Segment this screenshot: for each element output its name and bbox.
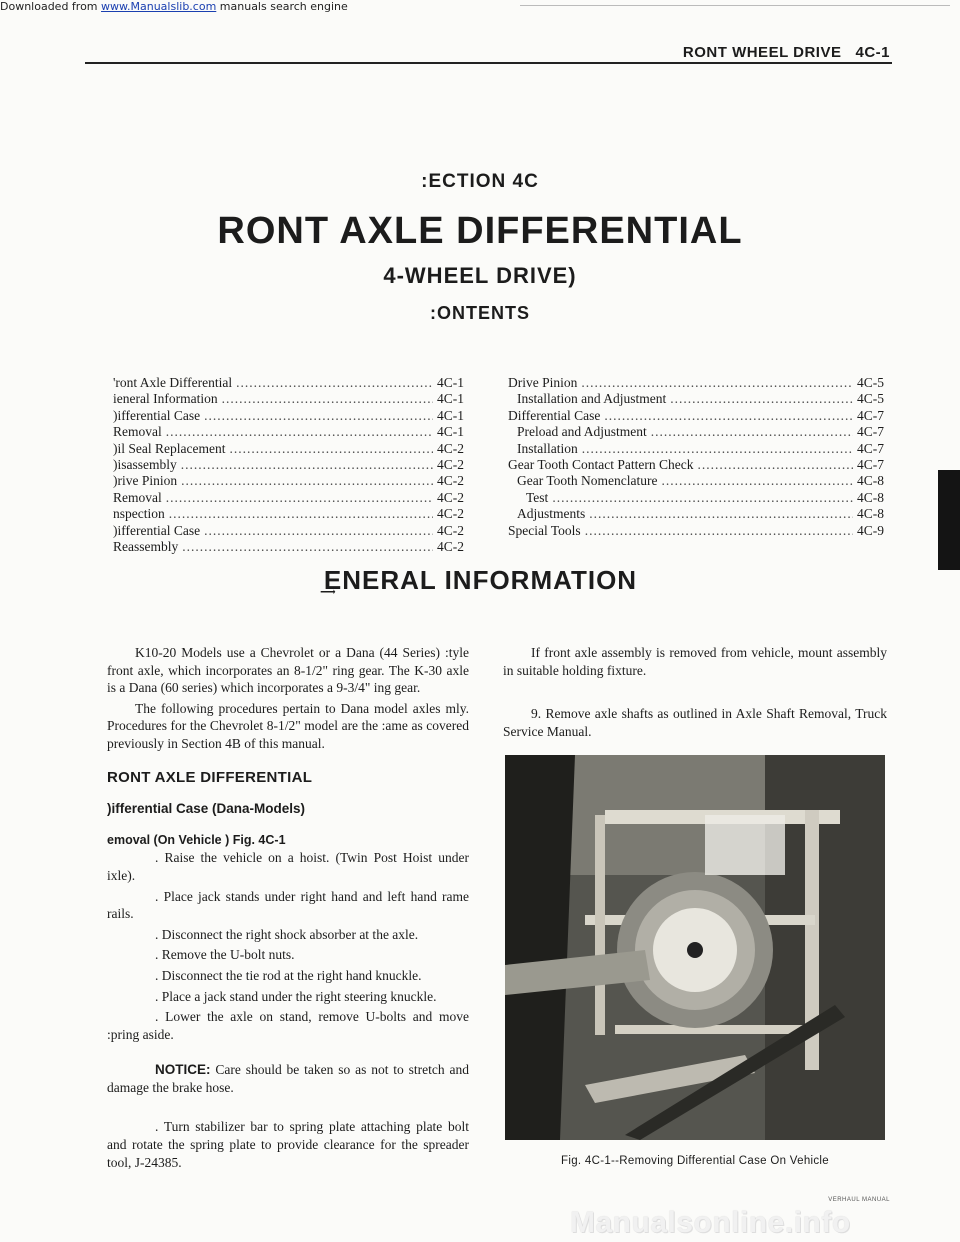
toc-entry-page: 4C-8 [857,473,884,489]
toc-entry-page: 4C-7 [857,407,884,423]
toc-entry-page: 4C-7 [857,457,884,473]
toc-entry-page: 4C-5 [857,375,884,390]
contents-heading: :ONTENTS [430,303,530,323]
toc-leader-dots [670,391,853,407]
right-paragraph-1: If front axle assembly is removed from vehicle, mount assembly in suitable holding fixture. [503,645,887,678]
toc-entry-label: )ifferential Case [113,407,201,423]
watermark-logo: Manualsonline.info [570,1206,851,1239]
download-prefix: Downloaded from [0,0,102,13]
subheading-removal: emoval (On Vehicle ) Fig. 4C-1 [107,832,286,847]
toc-leader-dots [698,457,853,473]
top-rule [520,5,950,6]
section-tab-marker [938,470,960,570]
toc-entry-page: 4C-8 [857,489,884,505]
header-rule [85,62,892,64]
toc-entry-label: Preload and Adjustment [517,424,647,440]
figure-photo [505,755,885,1140]
toc-entry-label: Adjustments [517,506,586,522]
toc-entry [508,375,889,391]
toc-entry-page: 4C-2 [437,539,464,555]
toc-entry-label: Removal [113,489,162,505]
toc-entry [508,457,889,473]
toc-entry-label: )ifferential Case [113,522,201,538]
step-7: . Lower the axle on stand, remove U-bolts and move :pring aside. [107,1009,469,1042]
footer-manual-label: VERHAUL MANUAL [828,1197,890,1203]
differential-case-photo-illustration [505,755,885,1140]
general-information-heading: ͢ENERAL INFORMATION [322,565,638,595]
toc-leader-dots [604,408,853,424]
toc-entry-label: nspection [113,506,165,522]
notice-text: Care should be taken so as not to stretch and damage the brake hose. [107,1062,469,1095]
download-suffix: manuals search engine [216,0,348,13]
toc-left [113,375,471,555]
toc-entry-label: Differential Case [508,407,601,423]
toc-entry [508,441,889,457]
toc-entry-label: Drive Pinion [508,375,578,390]
section-label: :ECTION 4C [421,171,539,192]
page-subtitle: 4-WHEEL DRIVE) [383,263,577,288]
toc-entry-page: 4C-2 [437,457,464,473]
toc-entry [508,391,889,407]
step-5: . Disconnect the tie rod at the right hand knuckle. [155,967,422,983]
running-header-title: RONT WHEEL DRIVE [682,44,842,61]
toc-entry [508,424,889,440]
step-6: . Place a jack stand under the right steering knuckle. [155,988,437,1004]
toc-leader-dots [182,539,433,555]
figure-caption: Fig. 4C-1--Removing Differential Case On Vehicle [561,1155,829,1167]
toc-entry-label: Gear Tooth Nomenclature [517,473,658,489]
step-3: . Disconnect the right shock absorber at the axle. [155,926,419,942]
toc-entry [113,424,471,440]
toc-entry-page: 4C-2 [437,440,464,456]
toc-leader-dots [204,523,433,539]
running-header [540,44,890,61]
toc-entry-label: Installation [517,440,578,456]
toc-entry-label: )rive Pinion [113,473,178,489]
step-1: . Raise the vehicle on a hoist. (Twin Post Hoist under ixle). [107,850,469,883]
toc-leader-dots [589,506,853,522]
step-2: . Place jack stands under right hand and left hand rame rails. [107,888,469,922]
toc-entry-page: 4C-8 [857,506,884,522]
toc-entry [113,490,471,506]
running-header-page: 4C-1 [855,44,890,61]
toc-entry-label: ieneral Information [113,391,218,407]
toc-entry [113,506,471,522]
toc-entry [508,408,889,424]
toc-entry-label: Special Tools [508,522,581,538]
step-4: . Remove the U-bolt nuts. [155,947,295,963]
toc-entry [113,539,471,555]
toc-leader-dots [204,408,433,424]
toc-entry-label: Reassembly [113,539,179,555]
toc-entry [113,391,471,407]
toc-entry [113,523,471,539]
toc-leader-dots [552,490,853,506]
left-column [107,644,469,1171]
toc-entry-page: 4C-2 [437,506,464,522]
toc-leader-dots [582,441,853,457]
subheading-differential-case: )ifferential Case (Dana-Models) [107,801,306,817]
toc-leader-dots [181,473,433,489]
toc-entry [113,457,471,473]
toc-entry-page: 4C-9 [857,522,884,538]
toc-entry-label: Test [526,489,549,505]
toc-entry [508,506,889,522]
toc-leader-dots [181,457,433,473]
toc-entry [508,490,889,506]
right-paragraph-2: 9. Remove axle shafts as outlined in Axle Shaft Removal, Truck Service Manual. [503,706,887,739]
toc-leader-dots [229,441,433,457]
toc-entry-page: 4C-5 [857,391,884,407]
page-title: RONT AXLE DIFFERENTIAL [217,210,743,252]
toc-leader-dots [651,424,853,440]
toc-leader-dots [236,375,433,391]
toc-entry-page: 4C-7 [857,424,884,440]
download-banner [0,0,348,13]
toc-leader-dots [222,391,433,407]
toc-entry [113,441,471,457]
toc-entry-label: )isassembly [113,457,177,473]
toc-entry-label: 'ront Axle Differential [113,375,233,390]
toc-entry-page: 4C-2 [437,522,464,538]
toc-entry [113,375,471,391]
subheading-front-axle: RONT AXLE DIFFERENTIAL [107,768,313,786]
toc-entry [508,523,889,539]
toc-right [508,375,889,539]
toc-entry-label: Installation and Adjustment [517,391,667,407]
notice [107,1061,469,1096]
step-8: . Turn stabilizer bar to spring plate attaching plate bolt and rotate the spring plate to provide clearance for the spreader tool, J-24385. [107,1119,469,1170]
toc-entry-page: 4C-7 [857,440,884,456]
toc-entry-page: 4C-1 [437,407,464,423]
toc-entry-page: 4C-1 [437,375,464,390]
toc-entry-page: 4C-2 [437,473,464,489]
intro-paragraph-1: K10-20 Models use a Chevrolet or a Dana (44 Series) :tyle front axle, which incorporates an 8-1/2" ring gear. The K-30 axle is a Dana (60 series) which incorporates a 9-3/4" ing gear. [107,645,469,696]
toc-entry-page: 4C-1 [437,391,464,407]
toc-entry-label: Removal [113,424,162,440]
toc-leader-dots [166,490,433,506]
toc-leader-dots [662,473,853,489]
toc-leader-dots [169,506,433,522]
toc-entry-label: )il Seal Replacement [113,440,226,456]
toc-entry-page: 4C-2 [437,489,464,505]
toc-entry [508,473,889,489]
notice-label: NOTICE: [155,1062,211,1078]
toc-leader-dots [166,424,433,440]
intro-paragraph-2: The following procedures pertain to Dana model axles mly. Procedures for the Chevrolet 8-1/2" model are the :ame as covered previously in Section 4B of this manual. [107,700,469,751]
toc-entry-page: 4C-1 [437,424,464,440]
toc-entry-label: Gear Tooth Contact Pattern Check [508,457,694,473]
toc-leader-dots [585,523,853,539]
toc-leader-dots [581,375,853,391]
toc-entry [113,408,471,424]
toc-entry [113,473,471,489]
manualslib-link[interactable]: www.Manualslib.com [101,0,217,13]
right-column [503,644,887,740]
